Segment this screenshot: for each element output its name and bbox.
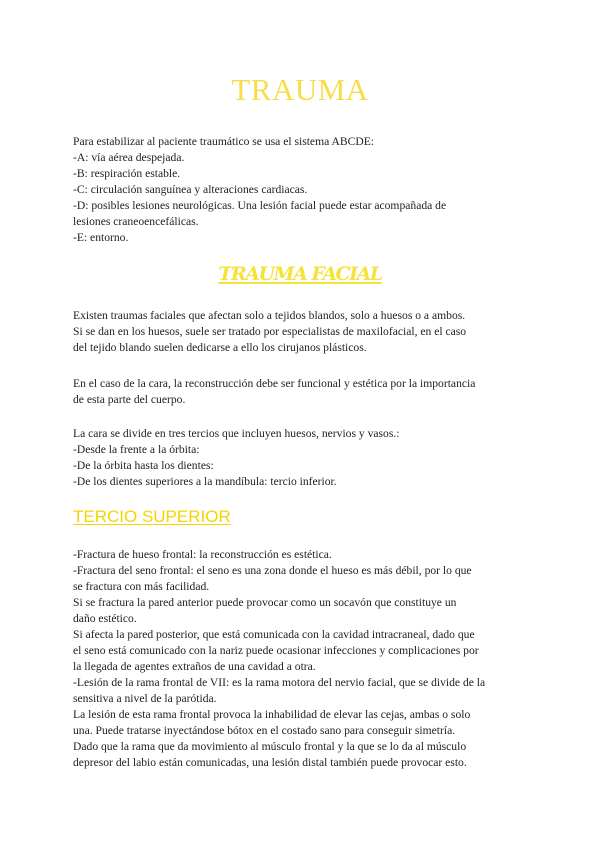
paragraph-line: de esta parte del cuerpo.	[73, 393, 186, 406]
intro-line: Para estabilizar al paciente traumático se usa el sistema ABCDE:	[73, 135, 375, 148]
intro-block	[73, 134, 533, 246]
paragraph-reconstruction	[73, 376, 533, 408]
paragraph-line: se fractura con más facilidad.	[73, 580, 210, 593]
paragraph-face-thirds	[73, 426, 533, 490]
paragraph-line: Si se fractura la pared anterior puede provocar como un socavón que constituye un	[73, 596, 457, 609]
intro-line: -D: posibles lesiones neurológicas. Una lesión facial puede estar acompañada de	[73, 199, 447, 212]
paragraph-line: del tejido blando suelen dedicarse a ello los cirujanos plásticos.	[73, 341, 367, 354]
intro-line: lesiones craneoencefálicas.	[73, 215, 199, 228]
paragraph-line: daño estético.	[73, 612, 137, 625]
paragraph-tissue-types	[73, 308, 533, 356]
paragraph-line: depresor del labio están comunicadas, una lesión distal también puede provocar esto.	[73, 756, 467, 769]
paragraph-line: En el caso de la cara, la reconstrucción debe ser funcional y estética por la importancia	[73, 377, 476, 390]
paragraph-line: Si afecta la pared posterior, que está comunicada con la cavidad intracraneal, dado que	[73, 628, 475, 641]
section-heading-trauma-facial	[0, 263, 600, 285]
paragraph-line: La lesión de esta rama frontal provoca la inhabilidad de elevar las cejas, ambas o solo	[73, 708, 471, 721]
intro-line: -A: vía aérea despejada.	[73, 151, 185, 164]
paragraph-line: una. Puede tratarse inyectándose bótox en el costado sano para conseguir simetría.	[73, 724, 456, 737]
paragraph-line: -De los dientes superiores a la mandíbula: tercio inferior.	[73, 475, 337, 488]
paragraph-line: -Desde la frente a la órbita:	[73, 443, 200, 456]
paragraph-line: el seno está comunicado con la nariz puede ocasionar infecciones y complicaciones por	[73, 644, 479, 657]
section-heading-tercio-superior: TERCIO SUPERIOR	[73, 507, 231, 526]
page-title: TRAUMA	[231, 72, 369, 107]
paragraph-line: Si se dan en los huesos, suele ser tratado por especialistas de maxilofacial, en el caso	[73, 325, 467, 338]
paragraph-line: -Lesión de la rama frontal de VII: es la rama motora del nervio facial, que se divide de la	[73, 676, 486, 689]
paragraph-line: Existen traumas faciales que afectan solo a tejidos blandos, solo a huesos o a ambos.	[73, 309, 466, 322]
paragraph-line: -Fractura del seno frontal: el seno es una zona donde el hueso es más débil, por lo que	[73, 564, 472, 577]
section-heading-text: TRAUMA FACIAL	[218, 263, 382, 285]
paragraph-line: la llegada de agentes extraños de una cavidad a otra.	[73, 660, 316, 673]
paragraph-tercio-superior	[73, 547, 533, 771]
paragraph-line: sensitiva a nivel de la parótida.	[73, 692, 217, 705]
paragraph-line: -De la órbita hasta los dientes:	[73, 459, 214, 472]
intro-line: -B: respiración estable.	[73, 167, 181, 180]
intro-line: -C: circulación sanguínea y alteraciones cardiacas.	[73, 183, 308, 196]
paragraph-line: La cara se divide en tres tercios que incluyen huesos, nervios y vasos.:	[73, 427, 400, 440]
intro-line: -E: entorno.	[73, 231, 129, 244]
paragraph-line: -Fractura de hueso frontal: la reconstrucción es estética.	[73, 548, 332, 561]
paragraph-line: Dado que la rama que da movimiento al músculo frontal y la que se lo da al músculo	[73, 740, 467, 753]
